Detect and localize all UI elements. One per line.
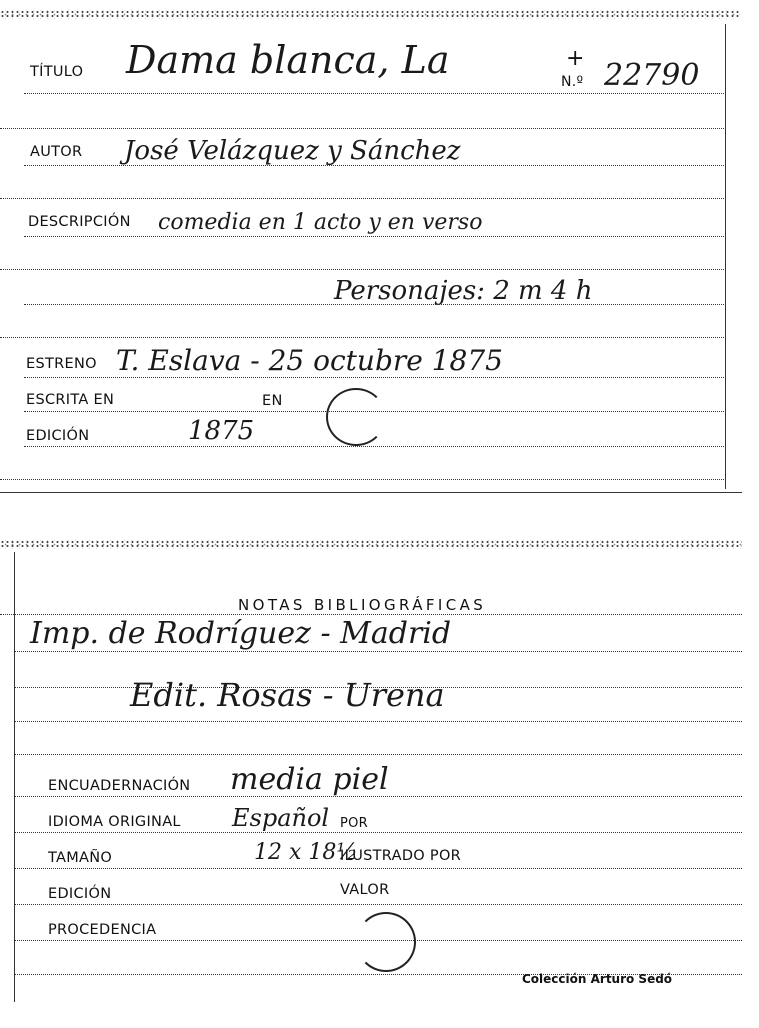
en-label: EN — [262, 393, 283, 409]
edicion-value: 1875 — [188, 416, 255, 446]
seal-stamp-outline-bottom — [356, 912, 416, 972]
rule-personajes — [24, 304, 724, 305]
personajes-value: Personajes: 2 m 4 h — [334, 276, 593, 306]
valor-label: VALOR — [340, 882, 390, 898]
descripcion-value: comedia en 1 acto y en verso — [158, 210, 483, 235]
catalog-card-top — [0, 10, 740, 490]
rule-descripcion — [24, 236, 724, 237]
note-line-2: Edit. Rosas - Urena — [130, 676, 445, 714]
card-left-border — [14, 552, 15, 1002]
rule-note-1 — [14, 651, 742, 652]
idioma-value: Español — [232, 804, 330, 832]
rule-2 — [0, 128, 724, 129]
estreno-value: T. Eslava - 25 octubre 1875 — [116, 344, 503, 377]
numero-label: N.º — [561, 74, 584, 90]
rule-idioma — [14, 832, 742, 833]
ilustrado-label: ILUSTRADO POR — [340, 848, 462, 864]
card-bottom-edge — [0, 540, 742, 549]
autor-value: José Velázquez y Sánchez — [124, 136, 461, 166]
rule-tamano — [14, 868, 742, 869]
encuadernacion-label: ENCUADERNACIÓN — [48, 778, 191, 794]
encuadernacion-value: media piel — [230, 762, 389, 797]
edicion-label-bottom: EDICIÓN — [48, 886, 112, 902]
rule-note-4 — [14, 754, 742, 755]
rule-heading — [0, 614, 742, 615]
seal-stamp-outline — [326, 388, 386, 446]
numero-value: 22790 — [604, 58, 700, 93]
rule-procedencia — [14, 940, 742, 941]
card-separator — [0, 492, 742, 493]
tamano-value: 12 x 18½ — [254, 840, 358, 865]
procedencia-label: PROCEDENCIA — [48, 922, 157, 938]
rule-estreno — [24, 377, 724, 378]
titulo-label: TÍTULO — [30, 64, 84, 80]
rule-note-3 — [14, 721, 742, 722]
rule-bottom — [0, 479, 724, 480]
idioma-label: IDIOMA ORIGINAL — [48, 814, 181, 830]
notas-heading: NOTAS BIBLIOGRÁFICAS — [238, 596, 487, 614]
descripcion-label: DESCRIPCIÓN — [28, 214, 131, 230]
card-right-border — [725, 24, 726, 489]
rule-4 — [0, 198, 724, 199]
edicion-label: EDICIÓN — [26, 428, 90, 444]
card-top-edge — [0, 10, 740, 19]
rule-6 — [0, 269, 724, 270]
rule-note-2 — [14, 687, 742, 688]
collection-credit: Colección Arturo Sedó — [522, 972, 673, 986]
note-line-1: Imp. de Rodríguez - Madrid — [30, 616, 452, 651]
rule-titulo — [24, 93, 724, 94]
por-label: POR — [340, 816, 369, 831]
escrita-en-label: ESCRITA EN — [26, 392, 115, 408]
rule-autor — [24, 165, 724, 166]
rule-edicion-bottom — [14, 904, 742, 905]
titulo-value: Dama blanca, La — [126, 38, 450, 82]
rule-edicion — [24, 446, 724, 447]
rule-encuadernacion — [14, 796, 742, 797]
rule-8 — [0, 337, 724, 338]
numero-mark: + — [566, 46, 585, 71]
catalog-card-bottom — [0, 540, 742, 1010]
autor-label: AUTOR — [30, 144, 83, 160]
tamano-label: TAMAÑO — [48, 850, 113, 866]
estreno-label: ESTRENO — [26, 356, 97, 372]
